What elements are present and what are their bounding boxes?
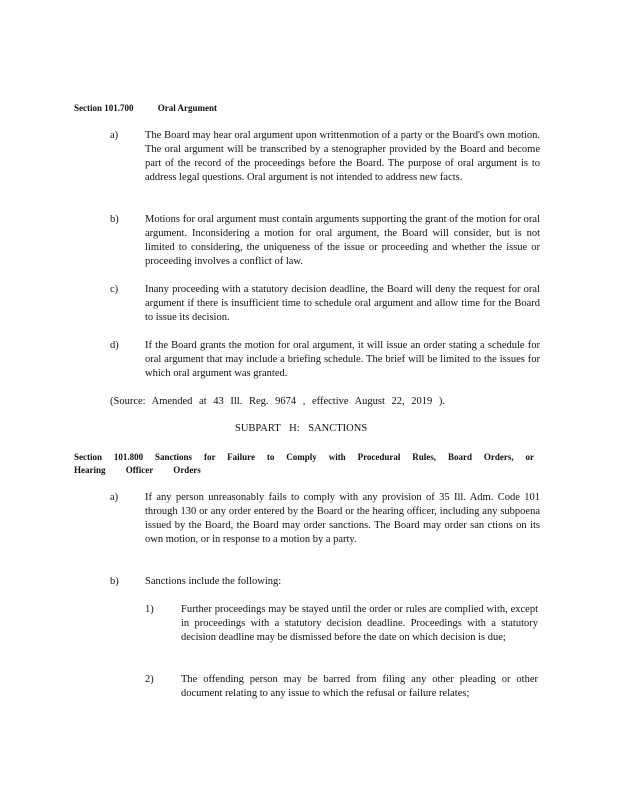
paragraph-b: Motions for oral argument must contain arguments supporting the grant of the motion for oral argument. Inconsidering a motion for oral argument, the Board will consider, but is not limited to considering, the uniqueness of the issue or proceeding and whether the issue or proceeding involves a conflict of law. <box>145 214 543 267</box>
paragraph-c: Inany proceeding with a statutory decision deadline, the Board will deny the request for oral argument if there is insufficient time to schedule oral argument and allow time for the Board to issue its decision. <box>145 284 543 323</box>
item-mark-a: a) <box>110 492 119 503</box>
section-heading-101-800 <box>74 451 534 477</box>
section-title: Oral Argument <box>157 103 217 113</box>
item-mark-d: d) <box>110 340 119 351</box>
subitem-mark-1: 1) <box>145 604 154 615</box>
subitem-mark-2: 2) <box>145 674 154 685</box>
item-mark-a: a) <box>110 130 119 141</box>
item-mark-b: b) <box>110 214 119 225</box>
section-heading-line-1: Section 101.800 Sanctions for Failure to Comply with Procedural Rules, Board Orders, or <box>74 452 534 462</box>
paragraph-b: Sanctions include the following: <box>145 576 282 587</box>
section-heading-101-700 <box>74 103 217 113</box>
section-heading-line-2: Hearing Officer Orders <box>74 465 201 475</box>
item-mark-c: c) <box>110 284 119 295</box>
paragraph-a: If any person unreasonably fails to comply with any provision of 35 Ill. Adm. Code 101 through 130 or any order entered by the Board or the hearing officer, including any subpoena issued by the Board, the Board may order sanctions. The Board may order san ctions on its own motion, or in response to a motion by a party. <box>145 492 543 545</box>
paragraph-d: If the Board grants the motion for oral argument, it will issue an order stating a schedule for oral argument that may include a briefing schedule. The brief will be limited to the issues for which oral argument was granted. <box>145 340 543 379</box>
section-number: Section 101.700 <box>74 103 134 113</box>
subpart-heading: SUBPART H: SANCTIONS <box>235 423 368 434</box>
subparagraph-2: The offending person may be barred from filing any other pleading or other document relating to any issue to which the refusal or failure relates; <box>181 674 541 699</box>
subparagraph-1: Further proceedings may be stayed until the order or rules are complied with, except in proceedings with a statutory decision deadline. Proceedings with a statutory decision deadline may be dismissed before the date on which decision is due; <box>181 604 541 643</box>
item-mark-b: b) <box>110 576 119 587</box>
paragraph-a: The Board may hear oral argument upon writtenmotion of a party or the Board's own motion. The oral argument will be transcribed by a stenographer provided by the Board and become part of the record of the proceedings before the Board. The purpose of oral argument is to address legal questions. Oral argument is not intended to address new facts. <box>145 130 543 183</box>
source-note: (Source: Amended at 43 Ill. Reg. 9674 , effective August 22, 2019 ). <box>110 396 446 407</box>
